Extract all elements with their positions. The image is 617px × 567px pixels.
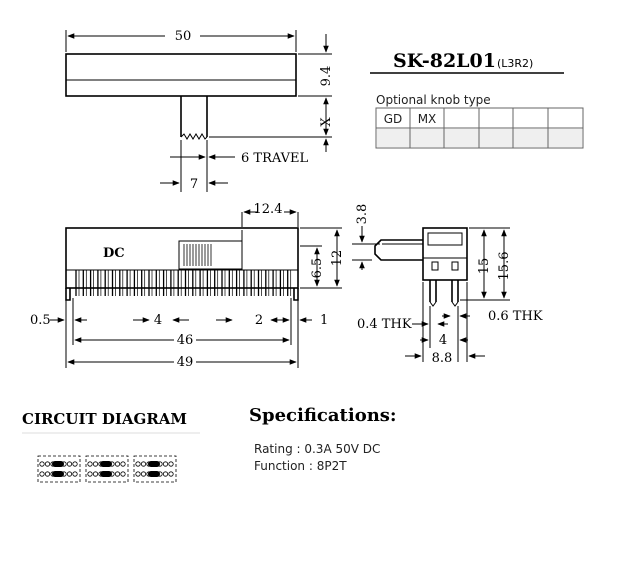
knob-type-mx: MX [417, 112, 437, 126]
thk-left-label: 0.4 THK [357, 317, 412, 332]
circuit-contact [93, 462, 97, 466]
front-pins [66, 270, 298, 300]
front-view [30, 202, 345, 370]
circuit-contact [115, 462, 119, 466]
edge-right-label: 1 [320, 313, 329, 328]
specs-function: Function : 8P2T [254, 459, 347, 473]
pin-height-2: 12 [330, 249, 345, 267]
circuit-block [86, 456, 128, 482]
side-view [352, 204, 543, 366]
circuit-contact [136, 462, 140, 466]
circuit-contact [88, 472, 92, 476]
circuit-contact [121, 472, 125, 476]
title-block [370, 50, 564, 73]
stem-label: X [319, 117, 334, 127]
stem-width-label: 7 [189, 177, 199, 192]
circuit-contact [93, 472, 97, 476]
side-height-1: 15 [477, 257, 492, 275]
circuit-wiper [52, 471, 64, 477]
knob-type-table [376, 93, 583, 148]
circuit-wiper [148, 461, 160, 467]
span-inner-label: 46 [176, 333, 194, 348]
circuit-section [22, 410, 200, 482]
circuit-contact [67, 472, 71, 476]
specs-title: Specifications: [249, 405, 397, 426]
circuit-contact [45, 462, 49, 466]
side-view-body [423, 228, 467, 280]
circuit-contact [45, 472, 49, 476]
circuit-block [134, 456, 176, 482]
circuit-contact [169, 462, 173, 466]
specs-rating: Rating : 0.3A 50V DC [254, 442, 381, 456]
side-width-inner: 4 [438, 333, 448, 348]
circuit-wiper [52, 461, 64, 467]
circuit-wiper [100, 461, 112, 467]
circuit-contact [73, 472, 77, 476]
circuit-contact [40, 472, 44, 476]
knob-ribs [184, 244, 211, 266]
knob-type-gd: GD [383, 112, 403, 126]
circuit-contact [40, 462, 44, 466]
top-view-body [66, 54, 296, 96]
span-outer-label: 49 [176, 355, 194, 370]
width-label: 50 [174, 29, 192, 44]
mount-tab-left [66, 288, 70, 300]
circuit-wiper [148, 471, 160, 477]
knob-table-title: Optional knob type [376, 93, 491, 107]
pin-height-1: 6.5 [310, 257, 325, 279]
part-number: SK-82L01 [393, 50, 496, 72]
circuit-wiper [100, 471, 112, 477]
side-view-stem [375, 240, 423, 260]
dc-label: DC [103, 246, 125, 261]
travel-label: 6 TRAVEL [241, 151, 309, 166]
pitch-a-label: 4 [153, 313, 163, 328]
edge-left-label: 0.5 [30, 313, 51, 328]
circuit-contact [88, 462, 92, 466]
circuit-title: CIRCUIT DIAGRAM [22, 410, 188, 428]
front-view-knob [179, 241, 242, 269]
circuit-contact [163, 472, 167, 476]
specifications-section [249, 405, 397, 473]
circuit-contact [115, 472, 119, 476]
circuit-contact [136, 472, 140, 476]
side-top-label: 3.8 [355, 203, 370, 225]
thk-right-label: 0.6 THK [488, 309, 543, 324]
circuit-contact [169, 472, 173, 476]
circuit-contact [67, 462, 71, 466]
circuit-diagram [22, 433, 200, 482]
height-label: 9.4 [319, 65, 334, 87]
mount-tab-right [294, 288, 298, 300]
circuit-contact [141, 472, 145, 476]
part-variant: (L3R2) [497, 57, 534, 70]
top-view-stem [181, 96, 207, 137]
circuit-contact [121, 462, 125, 466]
circuit-contact [141, 462, 145, 466]
knob-offset-label: 12.4 [253, 202, 283, 217]
side-width-outer: 8.8 [431, 351, 453, 366]
side-height-2: 15.6 [497, 251, 512, 281]
top-view [66, 29, 334, 192]
circuit-contact [73, 462, 77, 466]
pitch-b-label: 2 [254, 313, 264, 328]
circuit-contact [163, 462, 167, 466]
circuit-block [38, 456, 80, 482]
